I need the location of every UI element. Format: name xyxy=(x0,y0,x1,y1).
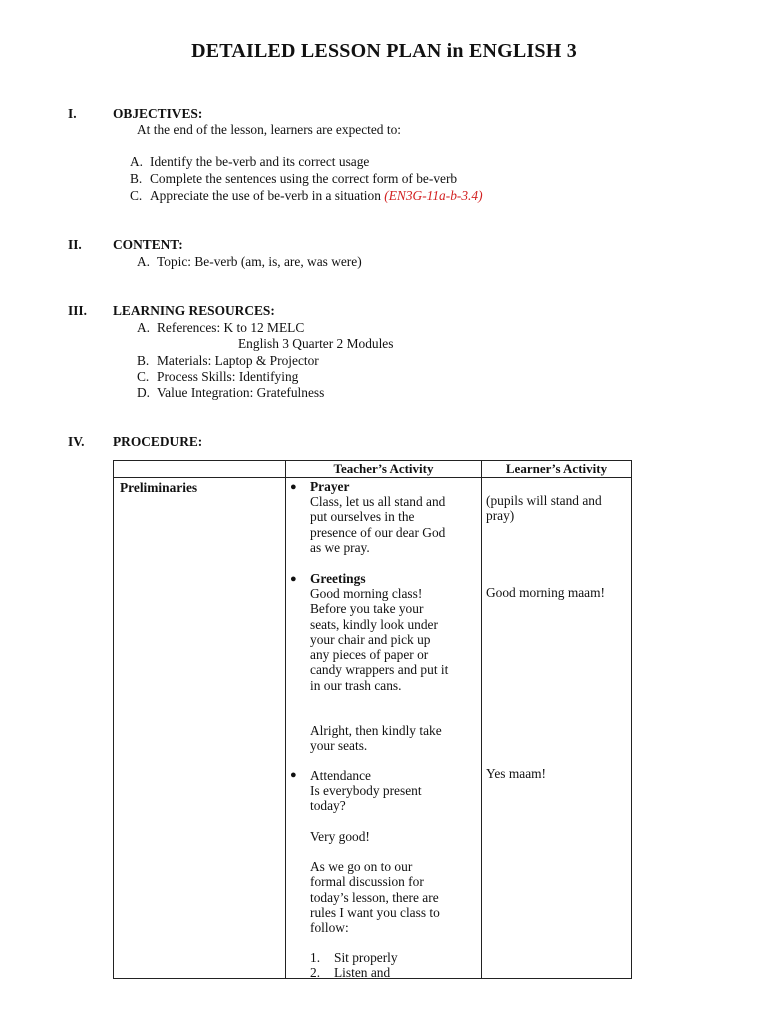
rule-text: Sit properly xyxy=(334,950,398,965)
attendance-text: Is everybody present today? xyxy=(310,783,422,814)
table-row xyxy=(114,478,632,979)
resource-label: B. xyxy=(137,353,150,368)
prayer-text: Class, let us all stand and put ourselves in the presence of our dear God as we pray. xyxy=(310,494,446,555)
objective-label: B. xyxy=(130,171,143,186)
objective-item-a xyxy=(130,154,369,170)
objective-text: Appreciate the use of be-verb in a situation xyxy=(150,188,381,203)
resource-text: Value Integration: Gratefulness xyxy=(157,385,325,400)
row-label-preliminaries: Preliminaries xyxy=(114,478,286,979)
section-heading-objectives: OBJECTIVES: xyxy=(113,106,203,121)
section-number-content: II. xyxy=(68,237,82,252)
resource-text: English 3 Quarter 2 Modules xyxy=(238,336,394,351)
resource-item-b xyxy=(137,353,319,369)
column-header-blank xyxy=(114,461,286,478)
very-good-text: Very good! xyxy=(310,829,370,844)
resource-item-a2 xyxy=(238,336,393,352)
rule-text: Listen and xyxy=(334,965,391,979)
attendance-title: Attendance xyxy=(310,768,371,783)
document-title: DETAILED LESSON PLAN in ENGLISH 3 xyxy=(191,40,577,62)
column-header-learner: Learner’s Activity xyxy=(482,461,632,478)
rule-item xyxy=(310,965,390,979)
objective-label: A. xyxy=(130,154,144,169)
resource-item-a xyxy=(137,320,304,336)
resource-label: D. xyxy=(137,385,151,400)
teacher-activity-cell xyxy=(286,478,482,979)
rule-number: 1. xyxy=(310,950,321,965)
bullet-icon: ● xyxy=(290,573,297,585)
objective-item-b xyxy=(130,171,457,187)
section-number-objectives: I. xyxy=(68,106,77,121)
content-item-a xyxy=(137,254,362,270)
learner-prayer-response: (pupils will stand and pray) xyxy=(486,493,602,524)
rule-number: 2. xyxy=(310,965,321,979)
resource-item-c xyxy=(137,369,298,385)
section-number-resources: III. xyxy=(68,303,87,318)
resource-text: Process Skills: Identifying xyxy=(157,369,299,384)
learner-greeting-response: Good morning maam! xyxy=(486,585,606,600)
bullet-icon: ● xyxy=(290,481,297,493)
resource-label: A. xyxy=(137,320,151,335)
section-heading-resources: LEARNING RESOURCES: xyxy=(113,303,275,318)
learner-attendance-response: Yes maam! xyxy=(486,766,547,781)
greetings-text-2: Alright, then kindly take your seats. xyxy=(310,723,442,754)
objective-text: Complete the sentences using the correct form of be-verb xyxy=(150,171,458,186)
objective-label: C. xyxy=(130,188,143,203)
resource-label: C. xyxy=(137,369,150,384)
greetings-title: Greetings xyxy=(310,571,366,586)
rules-intro: As we go on to our formal discussion for today’s lesson, there are rules I want you class to follow: xyxy=(310,859,440,936)
greetings-text: Good morning class! Before you take your seats, kindly look under your chair and pick up any pieces of paper or candy wrappers and put it in our trash cans. xyxy=(310,586,449,693)
section-heading-procedure: PROCEDURE: xyxy=(113,434,203,449)
prayer-title: Prayer xyxy=(310,479,350,494)
learner-activity-cell xyxy=(482,478,632,979)
section-heading-content: CONTENT: xyxy=(113,237,183,252)
resource-text: Materials: Laptop & Projector xyxy=(157,353,319,368)
objective-item-c xyxy=(130,188,483,204)
objectives-intro: At the end of the lesson, learners are expected to: xyxy=(137,122,401,137)
bullet-icon: ● xyxy=(290,769,297,781)
content-label: A. xyxy=(137,254,151,269)
section-number-procedure: IV. xyxy=(68,434,85,449)
competency-code: (EN3G-11a-b-3.4) xyxy=(384,188,483,203)
resource-item-d xyxy=(137,385,324,401)
objective-text: Identify the be-verb and its correct usage xyxy=(150,154,370,169)
procedure-table xyxy=(113,460,632,979)
table-header-row xyxy=(114,461,632,478)
column-header-teacher: Teacher’s Activity xyxy=(286,461,482,478)
resource-text: References: K to 12 MELC xyxy=(157,320,305,335)
content-text: Topic: Be-verb (am, is, are, was were) xyxy=(157,254,362,269)
rule-item xyxy=(310,950,398,965)
